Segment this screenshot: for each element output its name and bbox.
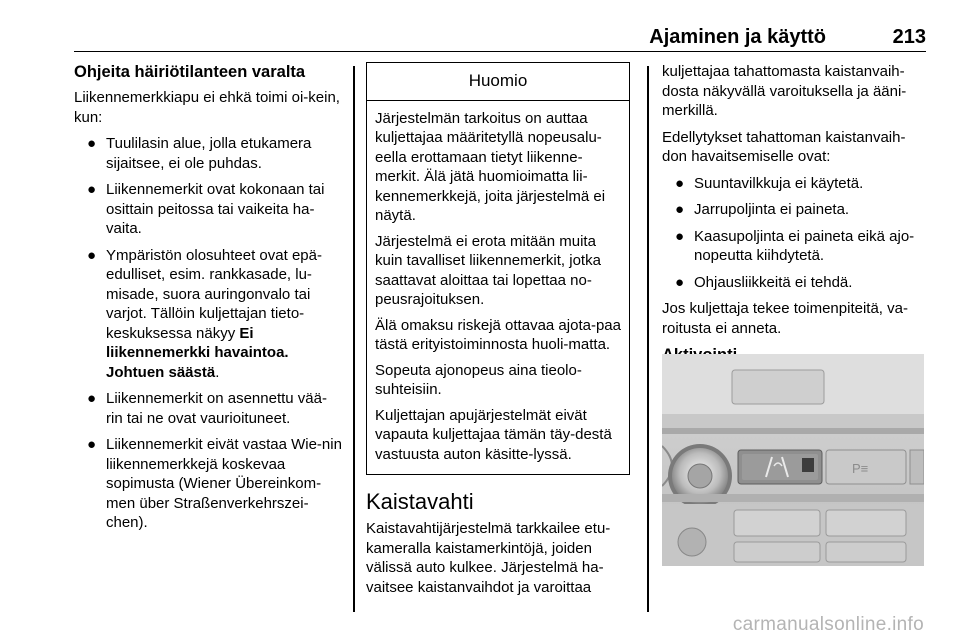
bullet-icon: ●: [675, 273, 685, 291]
intro-paragraph: Liikennemerkkiapu ei ehkä toimi oi-kein, kun:: [74, 89, 340, 126]
bullet-icon: ●: [87, 246, 97, 264]
list-item: ● Tuulilasin alue, jolla etukamera sijaitsee, ei ole puhdas.: [87, 135, 312, 172]
warning-paragraph: Älä omaksu riskejä ottavaa ajota-paa tästä erityistoiminnosta huoli-matta.: [375, 316, 621, 353]
warning-title: Huomio: [367, 63, 629, 101]
column-divider: [647, 66, 649, 612]
bullet-icon: ●: [675, 201, 685, 218]
continued-paragraph: kuljettajaa tahattomasta kaistanvaih-dosta näkyvällä varoituksella ja ääni-merkillä.: [662, 63, 907, 119]
section-title: Kaistavahti: [366, 489, 474, 514]
header-title: Ajaminen ja käyttö: [649, 26, 826, 48]
conditions-intro: Edellytykset tahattoman kaistanvaih-don havaitsemiselle ovat:: [662, 128, 906, 165]
column-2: [366, 62, 634, 604]
column-3: [662, 62, 930, 365]
warning-box: [366, 62, 630, 475]
list-item: ● Jarrupoljinta ei paineta.: [675, 201, 850, 218]
bullet-icon: ●: [87, 390, 97, 407]
warning-body: [367, 101, 629, 475]
bullet-icon: ●: [675, 227, 685, 245]
bullet-icon: ●: [87, 181, 97, 198]
list-item: ● Ympäristön olosuhteet ovat epä-edulliset, esim. rankkasade, lu-misade, suora auringonvalo tai varjot. Tällöin kuljettajan tieto-keskuksessa näkyy Ei liikennemerkki havaintoa. Johtuen säästä.: [87, 246, 322, 381]
list-item: ● Liikennemerkit ovat kokonaan tai osittain peitossa tai vaikeita ha-vaita.: [87, 181, 325, 237]
park-assist-label: P≡: [852, 461, 869, 476]
warning-paragraph: Kuljettajan apujärjestelmät eivät vapauta kuljettajaa tämän täy-destä vastuusta auton käsitte-lyssä.: [375, 406, 612, 463]
after-paragraph: Jos kuljettaja tekee toimenpiteitä, va-roitusta ei anneta.: [662, 300, 908, 337]
page-header: [74, 22, 926, 52]
watermark: carmanualsonline.info: [732, 614, 924, 635]
bullet-icon: ●: [87, 436, 97, 453]
list-item: ● Liikennemerkit eivät vastaa Wie-nin liikennemerkkejä koskevaa sopimusta (Wiener Übereinkom-men über Straßenverkehrszei-chen).: [87, 436, 342, 531]
section-paragraph: Kaistavahtijärjestelmä tarkkailee etu-kameralla kaistamerkintöjä, joiden välissä auto kulkee. Järjestelmä ha-vaitsee kaistanvaihdot ja varoittaa: [366, 520, 611, 596]
bullet-icon: ●: [675, 174, 685, 192]
warning-paragraph: Järjestelmä ei erota mitään muita kuin tavalliset liikennemerkit, jotka saattavat aloittaa tai lopettaa no-peusrajoituksen.: [375, 232, 601, 308]
fault-list: [74, 134, 342, 533]
dashboard-illustration: [662, 354, 924, 566]
list-item: ● Kaasupoljinta ei paineta eikä ajo-nopeutta kiihdytetä.: [675, 227, 915, 264]
list-item: ● Liikennemerkit on asennettu vää-rin tai ne ovat vaurioituneet.: [87, 390, 327, 427]
conditions-list: [662, 174, 930, 293]
bullet-icon: ●: [87, 135, 97, 152]
list-item: ● Suuntavilkkuja ei käytetä.: [675, 174, 864, 192]
column-divider: [353, 66, 355, 612]
warning-paragraph: Sopeuta ajonopeus aina tieolo-suhteisiin.: [375, 361, 582, 398]
column-1: [74, 62, 342, 540]
troubleshooting-heading: Ohjeita häiriötilanteen varalta: [74, 63, 306, 81]
display-message: Ei liikennemerkki havaintoa. Johtuen säästä: [106, 324, 289, 381]
page-number: 213: [892, 26, 926, 48]
list-item: ● Ohjausliikkeitä ei tehdä.: [675, 273, 853, 291]
warning-paragraph: Järjestelmän tarkoitus on auttaa kuljettajaa määritetyllä nopeusalu-eella erottamaan tietyt liikenne-merkit. Älä jätä huomioimatta lii-kennemerkkejä, joita järjestelmä ei näytä.: [375, 109, 606, 224]
dashboard-photo: [662, 354, 924, 566]
